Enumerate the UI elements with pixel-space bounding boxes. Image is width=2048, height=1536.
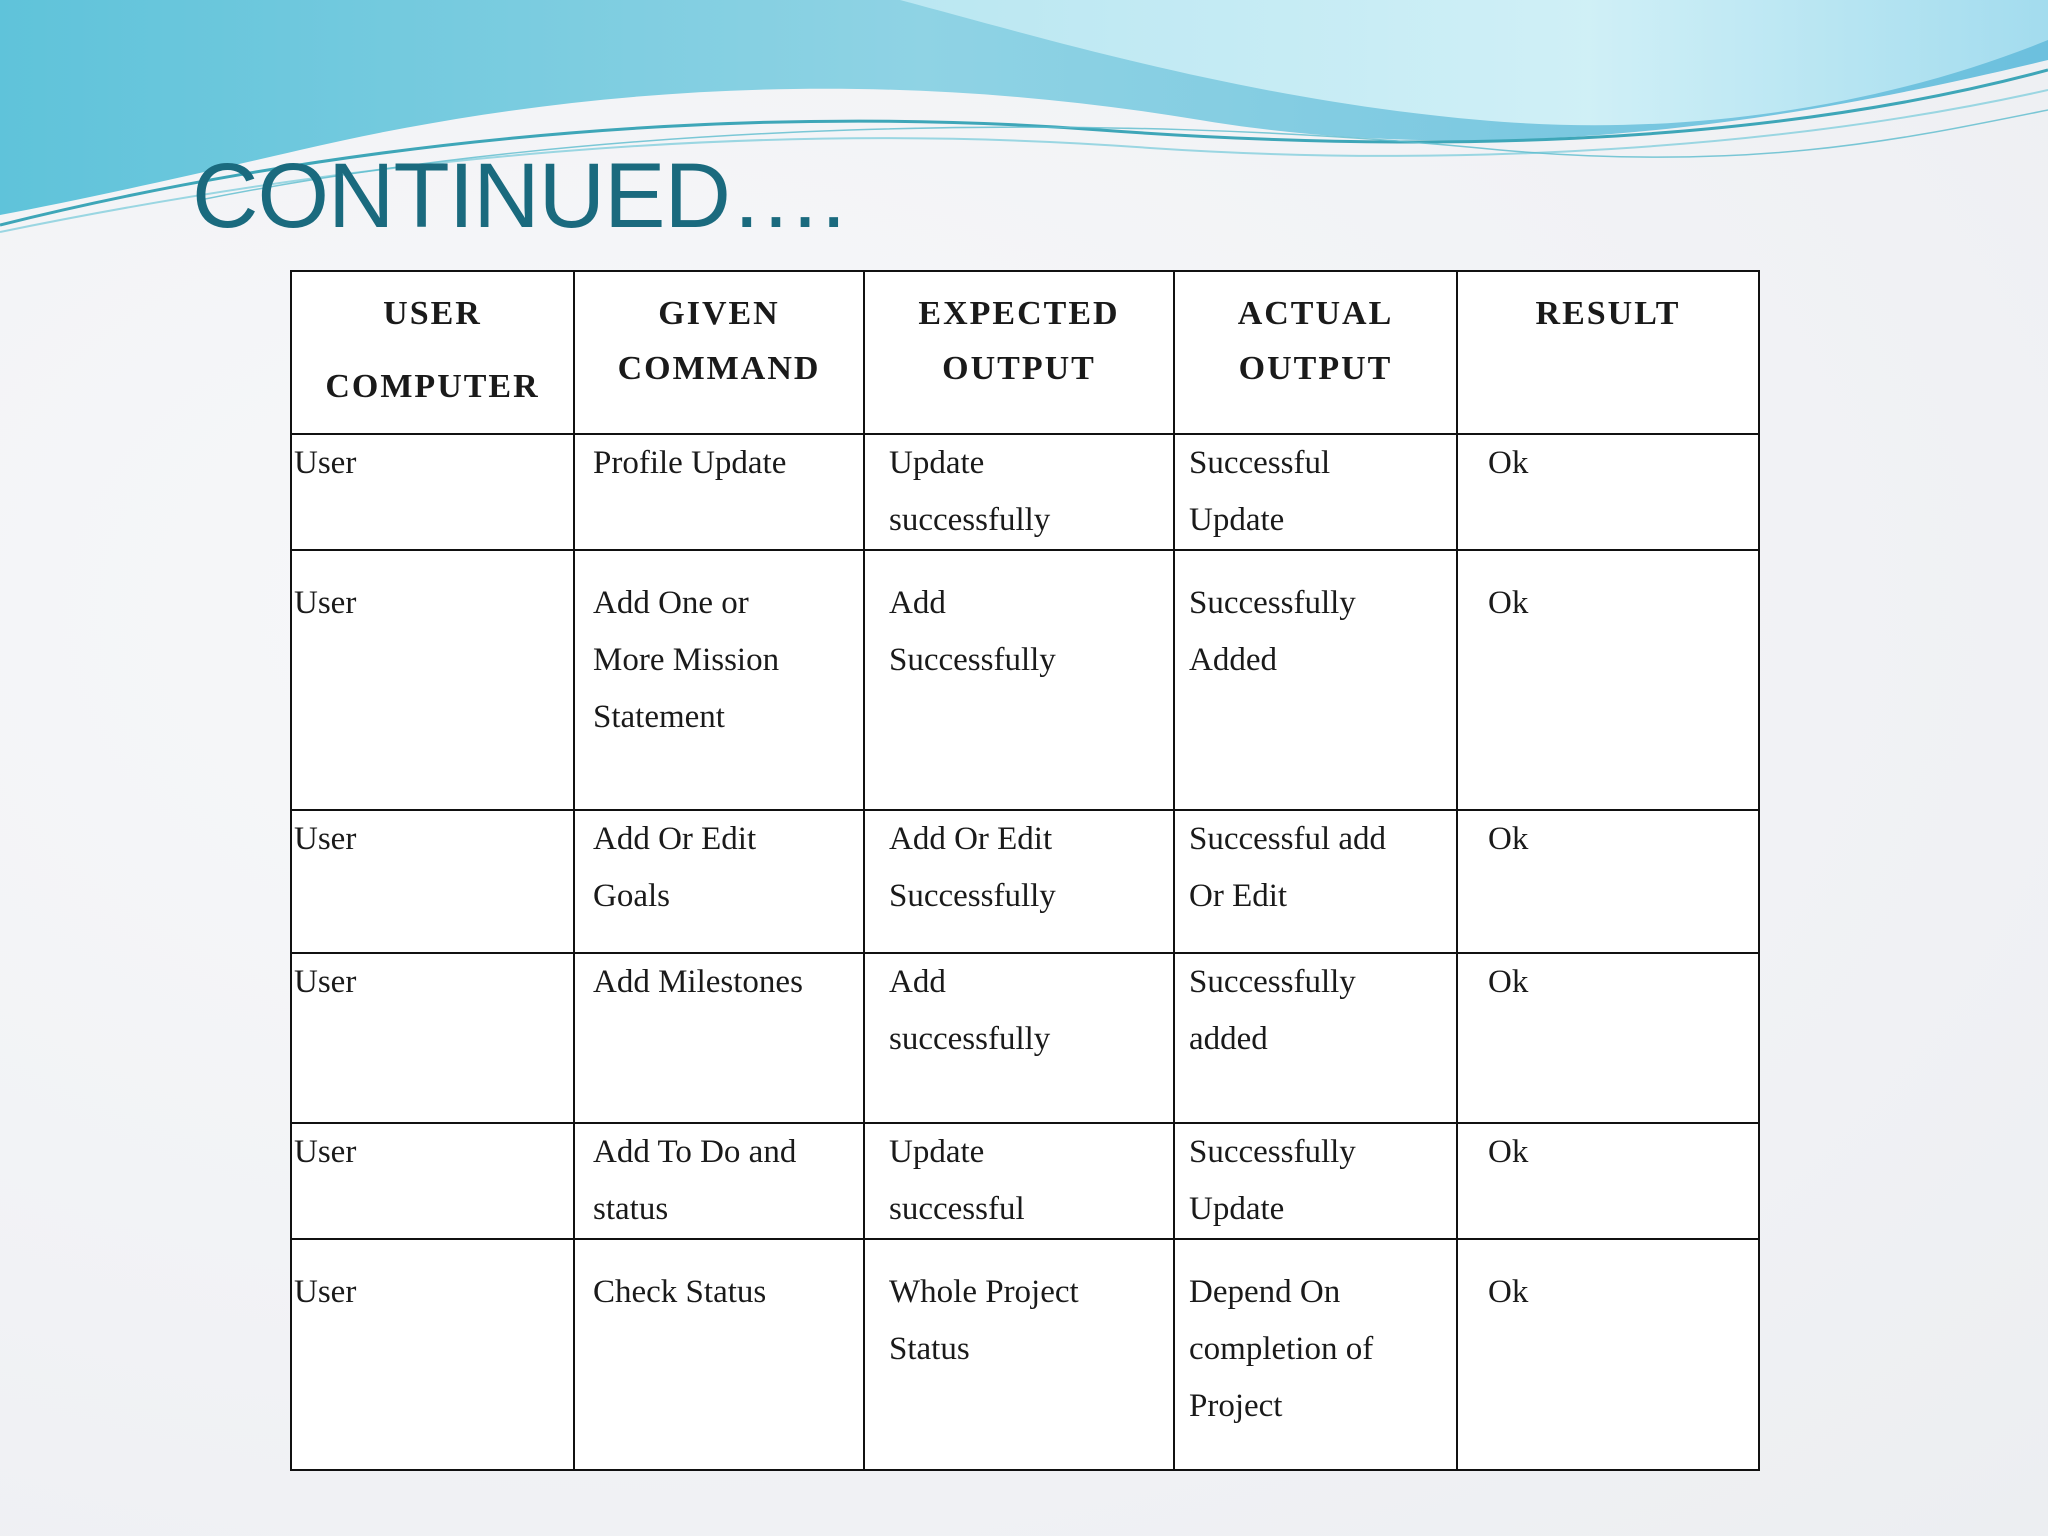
cell-expected xyxy=(864,953,1174,1123)
header-line: ACTUAL xyxy=(1237,295,1394,332)
table-row xyxy=(291,810,1759,953)
cell-result xyxy=(1457,810,1759,953)
cell-result xyxy=(1457,1239,1759,1470)
cell-user xyxy=(291,953,574,1123)
table-row xyxy=(291,434,1759,550)
cell-result xyxy=(1457,434,1759,550)
cell-user xyxy=(291,1123,574,1239)
cell-expected xyxy=(864,434,1174,550)
cell-text: Add One or More Mission Statement xyxy=(593,585,780,735)
header-expected-output xyxy=(864,271,1174,434)
cell-text: User xyxy=(294,1134,357,1170)
cell-text: Successful Update xyxy=(1189,445,1331,538)
slide-title: CONTINUED…. xyxy=(192,145,846,247)
cell-text: Ok xyxy=(1488,1134,1529,1170)
cell-text: User xyxy=(294,585,357,621)
header-line: COMMAND xyxy=(617,350,821,387)
header-line: OUTPUT xyxy=(1238,350,1393,387)
test-case-table xyxy=(290,270,1760,1471)
cell-text: Whole Project Status xyxy=(889,1274,1079,1367)
cell-text: Ok xyxy=(1488,445,1529,481)
cell-command xyxy=(574,550,864,810)
cell-command xyxy=(574,1123,864,1239)
cell-text: User xyxy=(294,964,357,1000)
cell-text: Ok xyxy=(1488,821,1529,857)
cell-actual xyxy=(1174,1123,1457,1239)
header-result xyxy=(1457,271,1759,434)
header-line: COMPUTER xyxy=(325,368,540,405)
cell-text: Add Milestones xyxy=(593,964,803,1000)
table-header-row xyxy=(291,271,1759,434)
header-actual-output xyxy=(1174,271,1457,434)
cell-text: Successfully added xyxy=(1189,964,1356,1057)
table-row xyxy=(291,953,1759,1123)
cell-expected xyxy=(864,1239,1174,1470)
cell-text: Successfully Added xyxy=(1189,585,1356,678)
header-user-computer xyxy=(291,271,574,434)
cell-text: Add Or Edit Successfully xyxy=(889,821,1056,914)
cell-command xyxy=(574,1239,864,1470)
cell-expected xyxy=(864,550,1174,810)
cell-text: Check Status xyxy=(593,1274,767,1310)
cell-user xyxy=(291,434,574,550)
cell-expected xyxy=(864,810,1174,953)
cell-text: User xyxy=(294,1274,357,1310)
header-given-command xyxy=(574,271,864,434)
table-row xyxy=(291,1123,1759,1239)
cell-text: Add Or Edit Goals xyxy=(593,821,757,914)
table-row xyxy=(291,1239,1759,1470)
cell-text: Add Successfully xyxy=(889,585,1056,678)
header-line: OUTPUT xyxy=(942,350,1096,387)
cell-text: User xyxy=(294,821,357,857)
cell-result xyxy=(1457,953,1759,1123)
cell-text: Add successfully xyxy=(889,964,1051,1057)
cell-text: User xyxy=(294,445,357,481)
cell-user xyxy=(291,810,574,953)
cell-command xyxy=(574,810,864,953)
cell-text: Successful add Or Edit xyxy=(1189,821,1387,914)
header-line: USER xyxy=(383,295,482,332)
cell-command xyxy=(574,953,864,1123)
cell-text: Ok xyxy=(1488,1274,1529,1310)
cell-text: Ok xyxy=(1488,964,1529,1000)
cell-text: Profile Update xyxy=(593,445,787,481)
cell-user xyxy=(291,1239,574,1470)
cell-text: Successfully Update xyxy=(1189,1134,1356,1227)
cell-text: Ok xyxy=(1488,585,1529,621)
cell-text: Depend On completion of Project xyxy=(1189,1274,1374,1424)
cell-text: Add To Do and status xyxy=(593,1134,797,1227)
header-line: RESULT xyxy=(1535,295,1681,332)
cell-result xyxy=(1457,1123,1759,1239)
cell-actual xyxy=(1174,810,1457,953)
cell-actual xyxy=(1174,434,1457,550)
table-row xyxy=(291,550,1759,810)
cell-text: Update successful xyxy=(889,1134,1025,1227)
cell-actual xyxy=(1174,1239,1457,1470)
cell-expected xyxy=(864,1123,1174,1239)
cell-actual xyxy=(1174,550,1457,810)
cell-actual xyxy=(1174,953,1457,1123)
cell-text: Update successfully xyxy=(889,445,1051,538)
cell-user xyxy=(291,550,574,810)
cell-result xyxy=(1457,550,1759,810)
header-line: EXPECTED xyxy=(918,295,1120,332)
cell-command xyxy=(574,434,864,550)
test-case-table-container xyxy=(290,270,1758,1471)
header-line: GIVEN xyxy=(658,295,780,332)
